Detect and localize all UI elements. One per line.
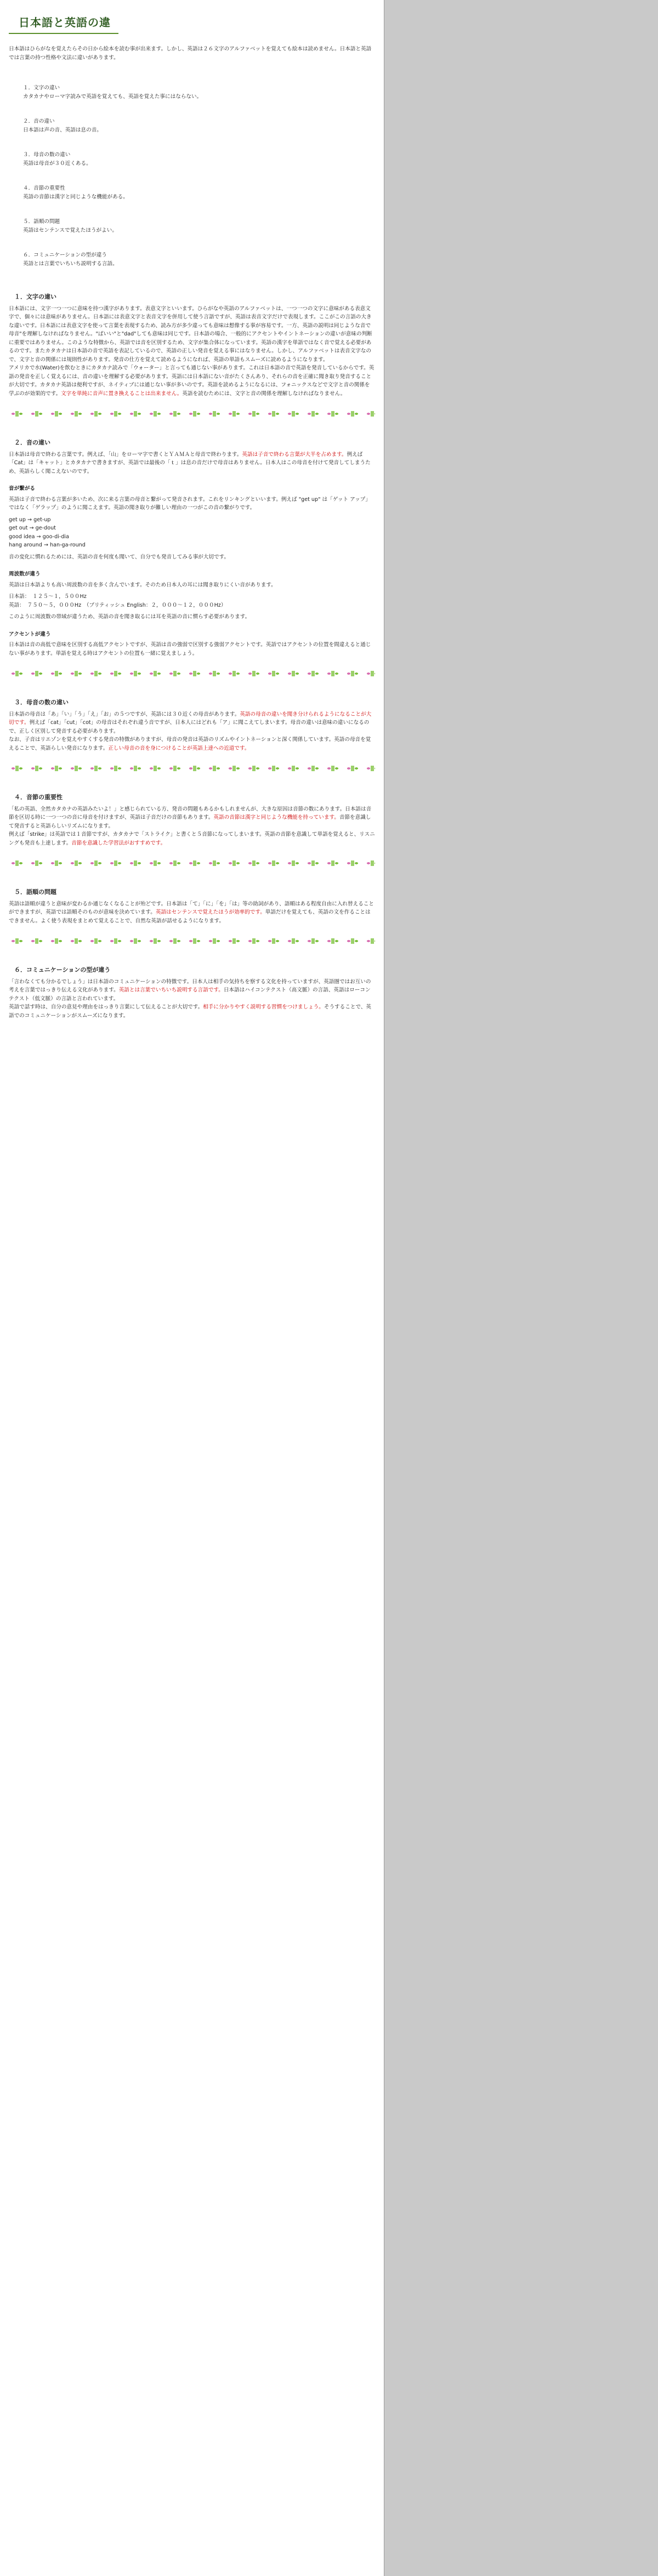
toc-item-heading: ２．音の違い xyxy=(23,118,55,124)
flower-divider xyxy=(9,938,375,944)
section-word-order xyxy=(9,888,375,944)
section-heading: ２．音の違い xyxy=(14,439,50,446)
table-of-contents xyxy=(9,84,375,268)
page-title: 日本語と英語の違 xyxy=(19,16,111,29)
section-characters xyxy=(9,293,375,417)
example-line: get out → ge-dout xyxy=(9,525,56,531)
subsection-text: 英語は子音で終わる言葉が多いため、次に来る言葉の母音と繋がって発音されます。これをリンキングといいます。例えば "get up" は「ゲット アップ」ではなく「ゲラップ」のように聞こえます。英語の聞き取りが難しい理由の一つがこの音の繋がりです。 xyxy=(9,496,371,511)
section-paragraph: なお、子音はリエゾンを覚えやすくする発音の特徴がありますが、母音の発音は英語のリズムやイントネーションと深く関係しています。英語の母音を覚えることで、英語らしい発音になります。正しい母音の音を身につけることが英語上達への近道です。 xyxy=(9,737,371,751)
toc-item xyxy=(23,117,375,134)
subsection-tail: 音の変化に慣れるためには、英語の音を何度も聞いて、自分でも発音してみる事が大切です。 xyxy=(9,554,229,560)
toc-item xyxy=(23,218,375,235)
section-paragraph: 「言わなくても分かるでしょう」は日本語のコミュニケーションの特徴です。日本人は相手の気持ちを察する文化を持っていますが、英語圏ではお互いの考えを言葉ではっきり伝える文化があります。英語とは言葉でいちいち説明する言語です。日本語はハイコンテクスト（高文脈）の言語、英語はローコンテクスト（低文脈）の言語と言われています。 xyxy=(9,978,371,1002)
subsection-heading: 音が繋がる xyxy=(9,486,35,492)
subsection-heading: アクセントが違う xyxy=(9,631,51,637)
example-line: good idea → goo-di-dia xyxy=(9,533,69,540)
toc-item-heading: ６．コミュニケーションの型が違う xyxy=(23,252,107,258)
flower-divider xyxy=(9,411,375,417)
section-heading: ３．母音の数の違い xyxy=(14,699,69,706)
intro-paragraph: 日本語はひらがなを覚えたらその日から絵本を読む事が出来ます。しかし、英語は２６文字のアルファベットを覚えても絵本は読めません。日本語と英語では言葉の持つ性格や文法に違いがあります。 xyxy=(9,46,372,61)
example-line: hang around → han-ga-round xyxy=(9,542,86,548)
toc-item xyxy=(23,251,375,268)
subsection-text: 英語は日本語よりも高い周波数の音を多く含んでいます。そのため日本人の耳には聞き取りにくい音があります。 xyxy=(9,582,276,588)
section-paragraph: 日本語には、文字一つ一つに意味を持つ漢字があります。表意文字といいます。ひらがなや英語のアルファベットは、一つ一つの文字に意味がある表意文字で、個々には意味がありません。日本語には表意文字と表音文字を併用して使う言語ですが、英語は表音文字だけで表現します。ここがこの言語の大きな違いです。日本語には表意文字を使って言葉を表現するため、読み方が多少違っても意味は想像する事が容易です。一方、英語の説明は同じような音で母音"を理解しなければなりません。"ばいい"と"dad"しても意味は同じです。日本語の場合、一般的にアクセントやイントネーションの違いが意味の判断に重要ではありません。このような特徴から、英語では音を区別するため、文字が集合体になっています。英語の漢字を単語ではなく音で覚える必要があるのです。またカタカナは日本語の音で英語を表記しているので、英語の正しい発音を覚える事にはなりません。しかし、アルファベットは表音文字なので、文字と音の関係には規則性があります。発音の仕方を覚えて読めるようになれば、英語の単語もスムーズに読めるようになります。 xyxy=(9,305,372,363)
section-paragraph: 例えば「strike」は英語では１音節ですが、カタカナで「ストライク」と書くと５音節になってしまいます。英語の音節を意識して単語を覚えると、リスニングも発音も上達します。音節を意識した学習法がおすすめです。 xyxy=(9,831,375,846)
toc-item xyxy=(23,84,375,101)
toc-item-desc: 英語の音節は漢字と同じような機能がある。 xyxy=(23,193,128,200)
section-paragraph: 日本語の母音は「あ」「い」「う」「え」「お」の５つですが、英語には３０近くの母音があります。英語の母音の違いを聞き分けられるようになることが大切です。例えば「cat」「cut」「cot」の母音はそれぞれ違う音ですが、日本人にはどれも「ア」に聞こえてしまいます。母音の違いは意味の違いになるので、正しく区別して発音する必要があります。 xyxy=(9,711,372,734)
toc-item-desc: 英語はセンテンスで覚えたほうがよい。 xyxy=(23,227,117,233)
example-line: 英語： ７５０〜５，０００Hz （ブリティッシュ English：２，０００〜１２，０００Hz） xyxy=(9,602,226,608)
section-paragraph: 日本語は母音で終わる言葉です。例えば、「山」をローマ字で書くとＹＡＭＡと母音で終わります。英語は子音で終わる言葉が大半を占めます。例えば「Cat」は「キャット」とカタカナで書きますが、英語では最後の「ｔ」は息の音だけで母音はありません。日本人はこの母音を付けて発音してしまうため、英語らしく聞こえないのです。 xyxy=(9,451,371,475)
toc-item-heading: ５．語順の問題 xyxy=(23,219,60,225)
section-paragraph: 「私の英語、全然カタカナの英語みたいよ！」と感じられている方、発音の問題もあるかもしれませんが、大きな原因は音節の数にあります。日本語は音節を区切る時に一つ一つの音に母音を付けますが、英語は子音だけの音節もあります。英語の音節は漢字と同じような機能を持っています。音節を意識して発音すると英語らしいリズムになります。 xyxy=(9,806,372,829)
document-content xyxy=(0,0,384,1020)
section-paragraph: 英語は語順が違うと意味が変わるか通じなくなることが殆どです。日本語は「て」「に」「を」「は」等の助詞があり、語順はある程度自由に入れ替えることができますが、英語では語順そのものが意味を決めています。英語はセンテンスで覚えたほうが効率的です。単語だけを覚えても、英語の文を作ることはできません。よく使う表現をまとめて覚えることで、自然な英語が話せるようになります。 xyxy=(9,901,374,924)
toc-item-desc: 日本語は声の音、英語は息の音。 xyxy=(23,127,102,133)
section-paragraph: アメリカで水(Water)を飲むときにカタカナ読みで「ウォーター」と言っても通じない事があります。これは日本語の音で英語を発音しているからです。英語の発音を正しく覚えるには、音の違いを理解する必要があります。英語には日本語にない音がたくさんあり、それらの音を正確に聞き取り発音することが大切です。カタカナ英語は便利ですが、ネイティブには通じない事が多いのです。英語を読めるようになるには、フォニックスなどで文字と音の関係を学ぶのが効果的です。文字を単純に音声に置き換えることは出来ません。英語を読むためには、文字と音の関係を理解しなければなりません。 xyxy=(9,365,375,397)
toc-item-heading: １．文字の違い xyxy=(23,85,60,91)
subsection-heading: 周波数が違う xyxy=(9,571,41,577)
title-underline xyxy=(9,33,118,34)
example-line: get up → get-up xyxy=(9,516,51,523)
toc-item-desc: 英語は母音が３０近くある。 xyxy=(23,160,92,167)
example-line: 日本語： １２５〜１，５００Hz xyxy=(9,594,87,600)
flower-divider xyxy=(9,766,375,771)
section-communication xyxy=(9,966,375,1020)
section-syllables xyxy=(9,793,375,866)
toc-item xyxy=(23,151,375,168)
flower-divider xyxy=(9,860,375,866)
section-sounds xyxy=(9,438,375,676)
section-vowels xyxy=(9,698,375,771)
section-heading: ４．音節の重要性 xyxy=(14,794,63,801)
flower-divider xyxy=(9,671,375,676)
toc-item-heading: ３．母音の数の違い xyxy=(23,152,71,158)
subsection-text: 日本語は音の高低で意味を区別する高低アクセントですが、英語は音の強弱で区別する強弱アクセントです。英語ではアクセントの位置を間違えると通じない事があります。単語を覚える時はアクセントの位置も一緒に覚えましょう。 xyxy=(9,642,371,657)
toc-item xyxy=(23,184,375,201)
section-heading: ６．コミュニケーションの型が違う xyxy=(14,966,111,973)
section-paragraph: 英語で話す時は、自分の意見や理由をはっきり言葉にして伝えることが大切です。相手に分かりやすく説明する習慣をつけましょう。そうすることで、英語でのコミュニケーションがスムーズになります。 xyxy=(9,1004,372,1019)
example-list xyxy=(9,592,375,609)
section-heading: １．文字の違い xyxy=(14,293,56,300)
toc-item-desc: カタカナやローマ字読みで英語を覚えても、英語を覚えた事にはならない。 xyxy=(23,93,202,100)
section-heading: ５．語順の問題 xyxy=(14,888,56,896)
toc-item-desc: 英語とは言葉でいちいち説明する言語。 xyxy=(23,260,118,267)
subsection-tail: このように周波数の帯域が違うため、英語の音を聞き取るには耳を英語の音に慣らす必要があります。 xyxy=(9,614,251,620)
example-list xyxy=(9,516,375,550)
toc-item-heading: ４．音節の重要性 xyxy=(23,185,65,191)
